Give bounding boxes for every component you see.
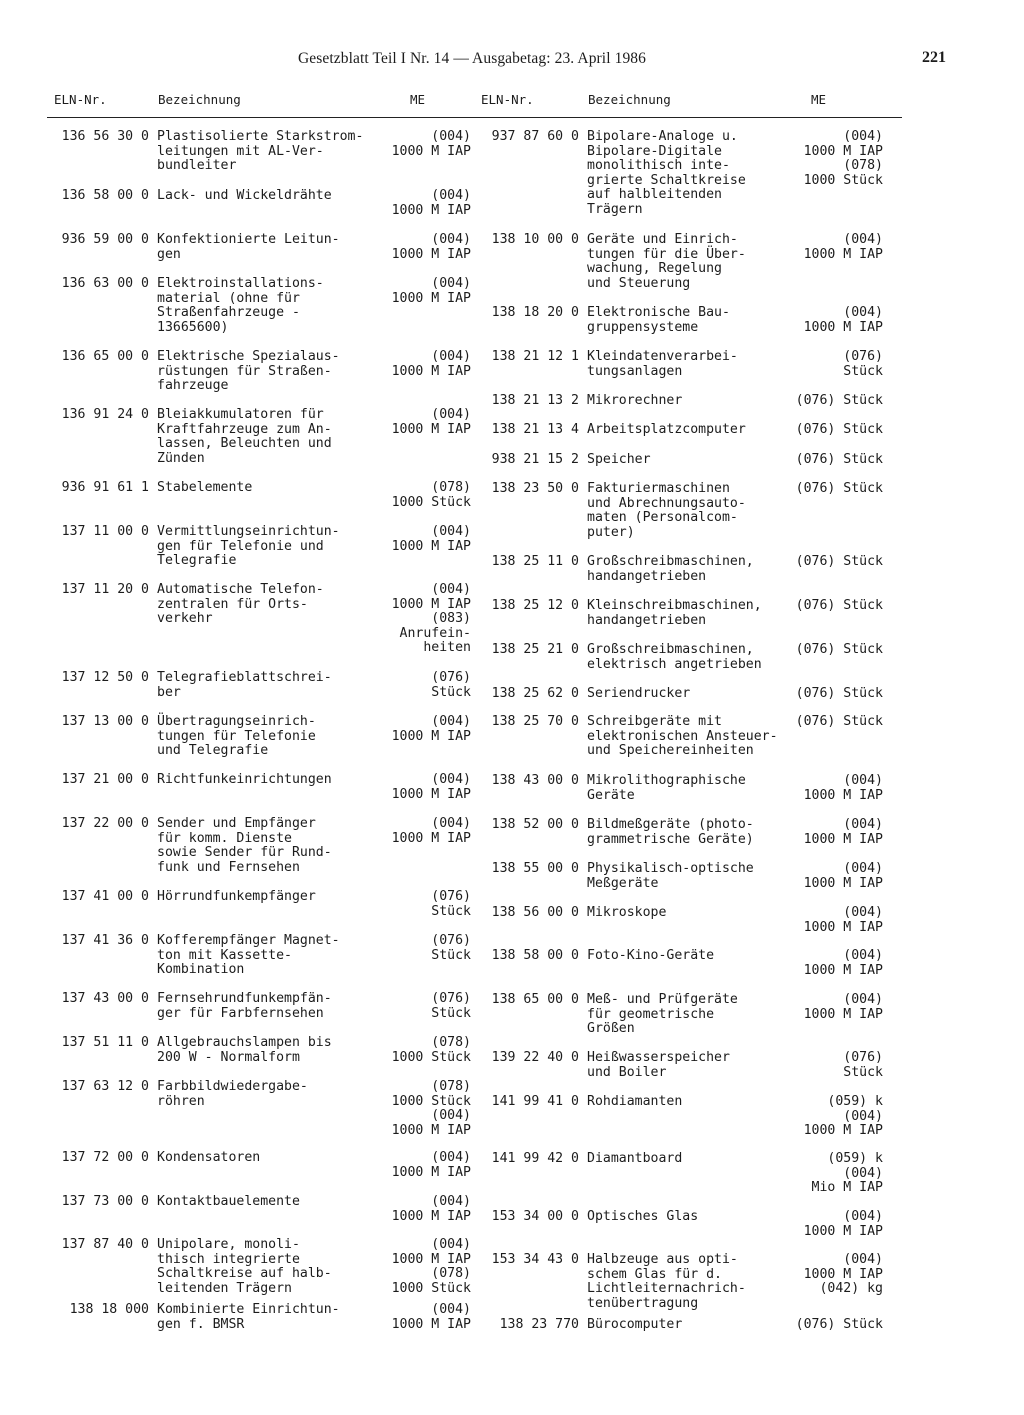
- right-number-heading: ELN-Nr.: [481, 92, 534, 107]
- entry-number: 138 25 21 0: [491, 642, 579, 657]
- entry-unit: (076) Stück: [431, 889, 471, 919]
- entry-description: Halbzeuge aus opti- schem Glas für d. Lichtleiternachrich- tenübertragung: [587, 1252, 746, 1311]
- entry-unit: (076) Stück: [431, 933, 471, 963]
- entry-unit: (004) 1000 M IAP: [391, 276, 471, 306]
- entry-number: 137 12 50 0: [61, 670, 149, 685]
- entry-unit: (076) Stück: [795, 686, 883, 701]
- entry-number: 137 51 11 0: [61, 1035, 149, 1050]
- entry-description: Sender und Empfänger für komm. Dienste sowie Sender für Rund- funk und Fernsehen: [157, 816, 332, 875]
- entry-unit: (078) 1000 Stück: [391, 480, 471, 510]
- entry-number: 139 22 40 0: [491, 1050, 579, 1065]
- entry-number: 138 21 12 1: [491, 349, 579, 364]
- entry-number: 138 23 50 0: [491, 481, 579, 496]
- entry-number: 137 41 00 0: [61, 889, 149, 904]
- entry-unit: (076) Stück: [795, 422, 883, 437]
- entry-number: 137 11 20 0: [61, 582, 149, 597]
- entry-description: Bildmeßgeräte (photo- grammetrische Geräte): [587, 817, 754, 847]
- entry-number: 138 25 12 0: [491, 598, 579, 613]
- entry-description: Telegrafieblattschrei- ber: [157, 670, 332, 700]
- entry-unit: (004) 1000 M IAP: [803, 305, 883, 335]
- left-number-heading: ELN-Nr.: [54, 92, 107, 107]
- entry-description: Elektroinstallations- material (ohne für Straßenfahrzeuge - 13665600): [157, 276, 324, 335]
- entry-description: Kombinierte Einrichtun- gen f. BMSR: [157, 1302, 340, 1332]
- entry-unit: (076) Stück: [795, 1317, 883, 1332]
- entry-number: 136 65 00 0: [61, 349, 149, 364]
- entry-unit: (004) 1000 M IAP: [803, 232, 883, 262]
- page-title: Gesetzblatt Teil I Nr. 14 — Ausgabetag: 23. April 1986: [298, 50, 646, 67]
- entry-number: 938 21 15 2: [491, 452, 579, 467]
- entry-description: Schreibgeräte mit elektronischen Ansteuer- und Speichereinheiten: [587, 714, 778, 759]
- entry-number: 936 59 00 0: [61, 232, 149, 247]
- entry-description: Geräte und Einrich- tungen für die Über- wachung, Regelung und Steuerung: [587, 232, 746, 291]
- entry-unit: (076) Stück: [431, 991, 471, 1021]
- entry-description: Vermittlungseinrichtun- gen für Telefonie und Telegrafie: [157, 524, 340, 569]
- entry-number: 137 11 00 0: [61, 524, 149, 539]
- entry-number: 138 25 11 0: [491, 554, 579, 569]
- entry-description: Lack- und Wickeldrähte: [157, 188, 332, 203]
- entry-number: 136 56 30 0: [61, 129, 149, 144]
- entry-number: 137 87 40 0: [61, 1237, 149, 1252]
- entry-unit: (004) 1000 M IAP: [391, 772, 471, 802]
- entry-unit: (076) Stück: [795, 393, 883, 408]
- entry-unit: (076) Stück: [843, 349, 883, 379]
- entry-description: Übertragungseinrich- tungen für Telefonie und Telegrafie: [157, 714, 316, 759]
- left-unit-heading: ME: [410, 92, 426, 107]
- entry-description: Farbbildwiedergabe- röhren: [157, 1079, 308, 1109]
- entry-number: 141 99 42 0: [491, 1151, 579, 1166]
- entry-unit: (004) 1000 M IAP (042) kg: [803, 1252, 883, 1297]
- entry-unit: (076) Stück: [795, 714, 883, 729]
- entry-unit: (004) 1000 M IAP: [803, 992, 883, 1022]
- entry-unit: (004) 1000 M IAP: [391, 1150, 471, 1180]
- entry-description: Großschreibmaschinen, handangetrieben: [587, 554, 754, 584]
- entry-number: 137 21 00 0: [61, 772, 149, 787]
- entry-number: 138 21 13 4: [491, 422, 579, 437]
- entry-unit: (004) 1000 M IAP: [803, 1209, 883, 1239]
- entry-unit: (076) Stück: [795, 598, 883, 613]
- right-unit-heading: ME: [811, 92, 827, 107]
- entry-unit: (076) Stück: [795, 481, 883, 496]
- entry-description: Fakturiermaschinen und Abrechnungsauto- maten (Personalcom- puter): [587, 481, 746, 540]
- entry-unit: (004) 1000 M IAP: [391, 816, 471, 846]
- right-description-heading: Bezeichnung: [588, 92, 671, 107]
- entry-number: 138 56 00 0: [491, 905, 579, 920]
- entry-unit: (078) 1000 Stück: [391, 1035, 471, 1065]
- entry-description: Unipolare, monoli- thisch integrierte Schaltkreise auf halb- leitenden Trägern: [157, 1237, 332, 1296]
- entry-number: 138 55 00 0: [491, 861, 579, 876]
- entry-unit: (004) 1000 M IAP: [803, 948, 883, 978]
- entry-unit: (004) 1000 M IAP: [391, 232, 471, 262]
- entry-unit: (004) 1000 M IAP: [391, 188, 471, 218]
- entry-unit: (004) 1000 M IAP: [803, 905, 883, 935]
- entry-description: Arbeitsplatzcomputer: [587, 422, 746, 437]
- entry-number: 136 58 00 0: [61, 188, 149, 203]
- entry-unit: (078) 1000 Stück (004) 1000 M IAP: [391, 1079, 471, 1138]
- entry-description: Elektrische Spezialaus- rüstungen für Straßen- fahrzeuge: [157, 349, 340, 394]
- entry-unit: (076) Stück: [795, 642, 883, 657]
- column-header-row: [0, 92, 1024, 112]
- entry-number: 153 34 43 0: [491, 1252, 579, 1267]
- entry-number: 136 91 24 0: [61, 407, 149, 422]
- entry-description: Mikrorechner: [587, 393, 683, 408]
- entry-number: 141 99 41 0: [491, 1094, 579, 1109]
- entry-unit: (076) Stück: [843, 1050, 883, 1080]
- entry-number: 138 21 13 2: [491, 393, 579, 408]
- entry-description: Diamantboard: [587, 1151, 683, 1166]
- entry-description: Optisches Glas: [587, 1209, 699, 1224]
- entry-description: Heißwasserspeicher und Boiler: [587, 1050, 730, 1080]
- entry-number: 138 25 62 0: [491, 686, 579, 701]
- entry-number: 138 58 00 0: [491, 948, 579, 963]
- entry-description: Fernsehrundfunkempfän- ger für Farbfernsehen: [157, 991, 332, 1021]
- entry-description: Speicher: [587, 452, 651, 467]
- entry-number: 138 52 00 0: [491, 817, 579, 832]
- entry-number: 138 10 00 0: [491, 232, 579, 247]
- entry-description: Bipolare-Analoge u. Bipolare-Digitale monolithisch inte- grierte Schaltkreise auf halbleitenden Trägern: [587, 129, 746, 217]
- entry-unit: (059) k (004) 1000 M IAP: [803, 1094, 883, 1139]
- entry-number: 137 41 36 0: [61, 933, 149, 948]
- entry-description: Konfektionierte Leitun- gen: [157, 232, 340, 262]
- entry-unit: (004) 1000 M IAP: [391, 714, 471, 744]
- entry-unit: (004) 1000 M IAP: [803, 861, 883, 891]
- left-description-heading: Bezeichnung: [158, 92, 241, 107]
- entry-description: Stabelemente: [157, 480, 253, 495]
- entry-unit: (004) 1000 M IAP: [391, 1194, 471, 1224]
- entry-number: 137 72 00 0: [61, 1150, 149, 1165]
- entry-unit: (004) 1000 M IAP: [803, 817, 883, 847]
- entry-number: 137 13 00 0: [61, 714, 149, 729]
- entry-unit: (004) 1000 M IAP: [391, 524, 471, 554]
- entry-unit: (004) 1000 M IAP: [391, 349, 471, 379]
- entry-description: Kleindatenverarbei- tungsanlagen: [587, 349, 738, 379]
- entry-unit: (059) k (004) Mio M IAP: [811, 1151, 883, 1196]
- entry-description: Bleiakkumulatoren für Kraftfahrzeuge zum An- lassen, Beleuchten und Zünden: [157, 407, 332, 466]
- entry-description: Kleinschreibmaschinen, handangetrieben: [587, 598, 762, 628]
- entry-unit: (076) Stück: [795, 554, 883, 569]
- entry-number: 138 43 00 0: [491, 773, 579, 788]
- entry-number: 137 63 12 0: [61, 1079, 149, 1094]
- entry-number: 937 87 60 0: [491, 129, 579, 144]
- entry-description: Mikroskope: [587, 905, 667, 920]
- entry-number: 136 63 00 0: [61, 276, 149, 291]
- entry-description: Plastisolierte Starkstrom- leitungen mit AL-Ver- bundleiter: [157, 129, 364, 174]
- entry-unit: (004) 1000 M IAP (078) 1000 Stück: [391, 1237, 471, 1296]
- entry-unit: (004) 1000 M IAP: [391, 1302, 471, 1332]
- entry-unit: (004) 1000 M IAP: [803, 773, 883, 803]
- page-number: 221: [922, 49, 946, 66]
- entry-description: Allgebrauchslampen bis 200 W - Normalform: [157, 1035, 332, 1065]
- entry-unit: (076) Stück: [795, 452, 883, 467]
- entry-description: Kofferempfänger Magnet- ton mit Kassette- Kombination: [157, 933, 340, 978]
- entry-unit: (004) 1000 M IAP: [391, 129, 471, 159]
- entry-description: Physikalisch-optische Meßgeräte: [587, 861, 754, 891]
- entry-unit: (004) 1000 M IAP (078) 1000 Stück: [803, 129, 883, 188]
- entry-unit: (076) Stück: [431, 670, 471, 700]
- entry-number: 138 25 70 0: [491, 714, 579, 729]
- entry-description: Kondensatoren: [157, 1150, 261, 1165]
- entry-number: 137 43 00 0: [61, 991, 149, 1006]
- entry-description: Seriendrucker: [587, 686, 691, 701]
- entry-number: 138 23 770: [499, 1317, 579, 1332]
- entry-number: 137 73 00 0: [61, 1194, 149, 1209]
- entry-unit: (004) 1000 M IAP (083) Anrufein- heiten: [391, 582, 471, 656]
- entry-number: 138 18 20 0: [491, 305, 579, 320]
- entry-number: 138 18 000: [69, 1302, 149, 1317]
- entry-description: Meß- und Prüfgeräte für geometrische Größen: [587, 992, 738, 1037]
- header-rule: [47, 117, 902, 118]
- entry-description: Hörrundfunkempfänger: [157, 889, 316, 904]
- entry-description: Rohdiamanten: [587, 1094, 683, 1109]
- entry-description: Großschreibmaschinen, elektrisch angetrieben: [587, 642, 762, 672]
- entry-description: Bürocomputer: [587, 1317, 683, 1332]
- page-header: [40, 48, 950, 72]
- entry-description: Mikrolithographische Geräte: [587, 773, 746, 803]
- entry-number: 138 65 00 0: [491, 992, 579, 1007]
- entry-number: 137 22 00 0: [61, 816, 149, 831]
- entry-description: Foto-Kino-Geräte: [587, 948, 715, 963]
- entry-number: 153 34 00 0: [491, 1209, 579, 1224]
- entry-description: Richtfunkeinrichtungen: [157, 772, 332, 787]
- entry-description: Elektronische Bau- gruppensysteme: [587, 305, 730, 335]
- entry-description: Automatische Telefon- zentralen für Orts- verkehr: [157, 582, 324, 627]
- entry-description: Kontaktbauelemente: [157, 1194, 300, 1209]
- entry-unit: (004) 1000 M IAP: [391, 407, 471, 437]
- entry-number: 936 91 61 1: [61, 480, 149, 495]
